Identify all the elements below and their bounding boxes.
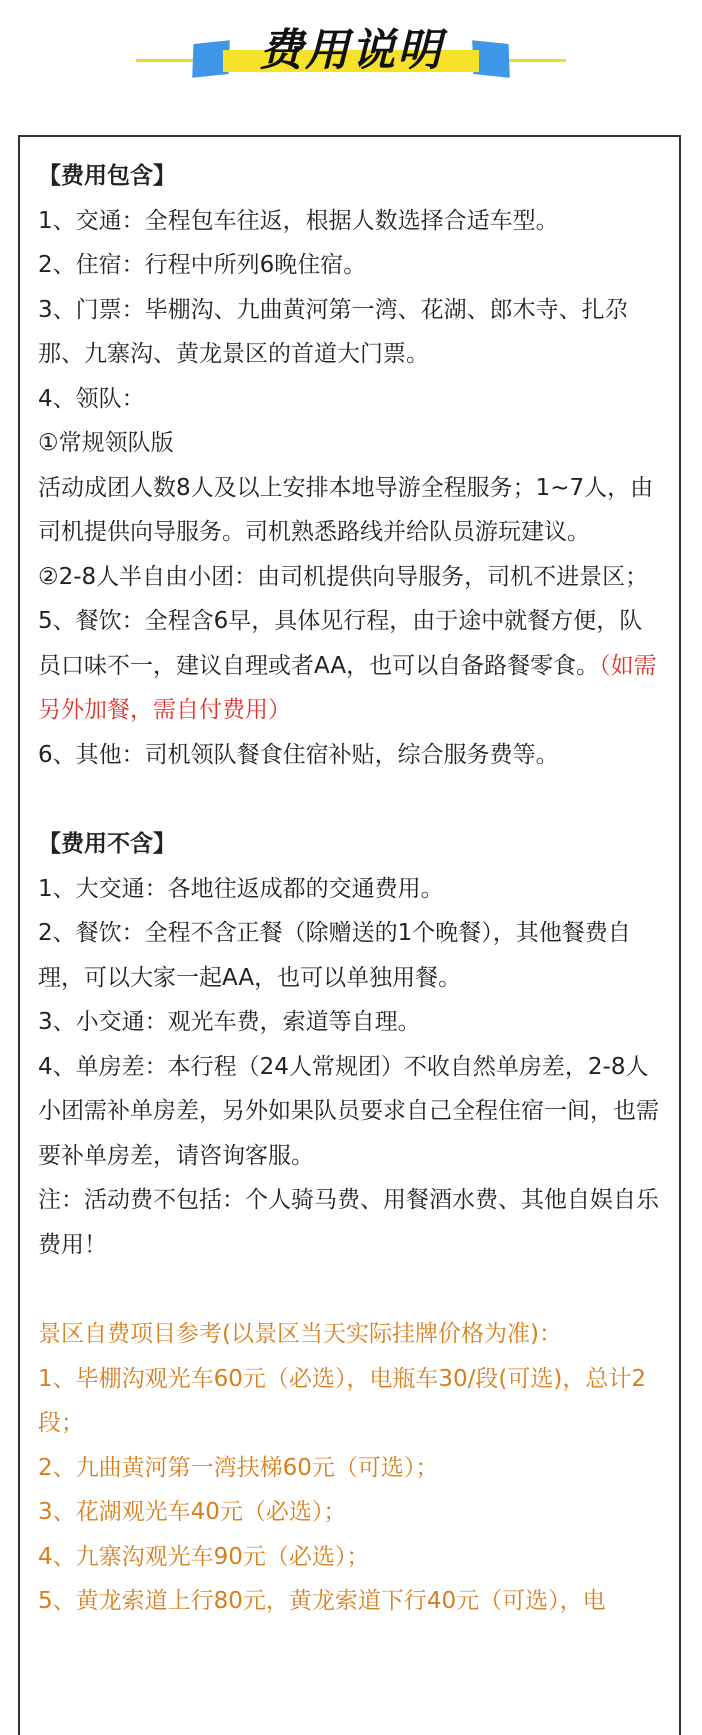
self-pay-item: 5、黄龙索道上行80元，黄龙索道下行40元（可选），电	[38, 1588, 606, 1614]
included-heading: 【费用包含】	[38, 163, 176, 189]
self-pay-item: 3、花湖观光车40元（必选）；	[38, 1499, 347, 1525]
included-item-lodging: 2、住宿：行程中所列6晚住宿。	[38, 252, 367, 278]
title-line-right	[500, 59, 566, 62]
self-pay-heading: 景区自费项目参考(以景区当天实际挂牌价格为准)：	[38, 1321, 562, 1347]
excluded-heading: 【费用不含】	[38, 831, 176, 857]
included-item-leader: 4、领队：	[38, 385, 145, 412]
excluded-item-meals: 2、餐饮：全程不含正餐（除赠送的1个晚餐），其他餐费自理，可以大家一起AA，也可以单独用餐。	[38, 920, 631, 991]
excluded-item-local-transport: 3、小交通：观光车费，索道等自理。	[38, 1009, 421, 1035]
page-title: 费用说明	[259, 25, 443, 76]
section-gap	[38, 1267, 661, 1312]
section-gap	[38, 777, 661, 822]
included-item-transport: 1、交通：全程包车往返，根据人数选择合适车型。	[38, 207, 559, 234]
included-item-leader-small-group: ②2-8人半自由小团：由司机提供向导服务，司机不进景区；	[38, 563, 649, 590]
self-pay-item: 2、九曲黄河第一湾扶梯60元（可选）；	[38, 1454, 439, 1481]
included-item-tickets: 3、门票：毕棚沟、九曲黄河第一湾、花湖、郎木寺、扎尕那、九寨沟、黄龙景区的首道大门票。	[38, 296, 628, 367]
self-pay-item: 4、九寨沟观光车90元（必选）；	[38, 1543, 370, 1570]
header	[0, 0, 702, 110]
included-item-leader-regular: ①常规领队版	[38, 430, 174, 456]
meals-note: （如需另外加餐，需自付费用）	[38, 652, 657, 723]
self-pay-item: 1、毕棚沟观光车60元（必选），电瓶车30/段(可选)，总计2段；	[38, 1365, 646, 1436]
content-box	[18, 135, 681, 1735]
excluded-item-transport: 1、大交通：各地往返成都的交通费用。	[38, 875, 444, 902]
meals-text: 5、餐饮：全程含6早，具体见行程，由于途中就餐方便，队员口味不一，建议自理或者AA，也可以自备路餐零食。	[38, 608, 643, 679]
excluded-note: 注：活动费不包括：个人骑马费、用餐酒水费、其他自娱自乐费用！	[38, 1187, 659, 1258]
included-item-leader-regular-desc: 活动成团人数8人及以上安排本地导游全程服务；1~7人，由司机提供向导服务。司机熟悉路线并给队员游玩建议。	[38, 474, 654, 545]
included-item-other: 6、其他：司机领队餐食住宿补贴，综合服务费等。	[38, 741, 559, 768]
included-item-meals	[38, 599, 661, 733]
excluded-item-single-room: 4、单房差：本行程（24人常规团）不收自然单房差，2-8人小团需补单房差，另外如果队员要求自己全程住宿一间，也需要补单房差，请咨询客服。	[38, 1053, 659, 1169]
